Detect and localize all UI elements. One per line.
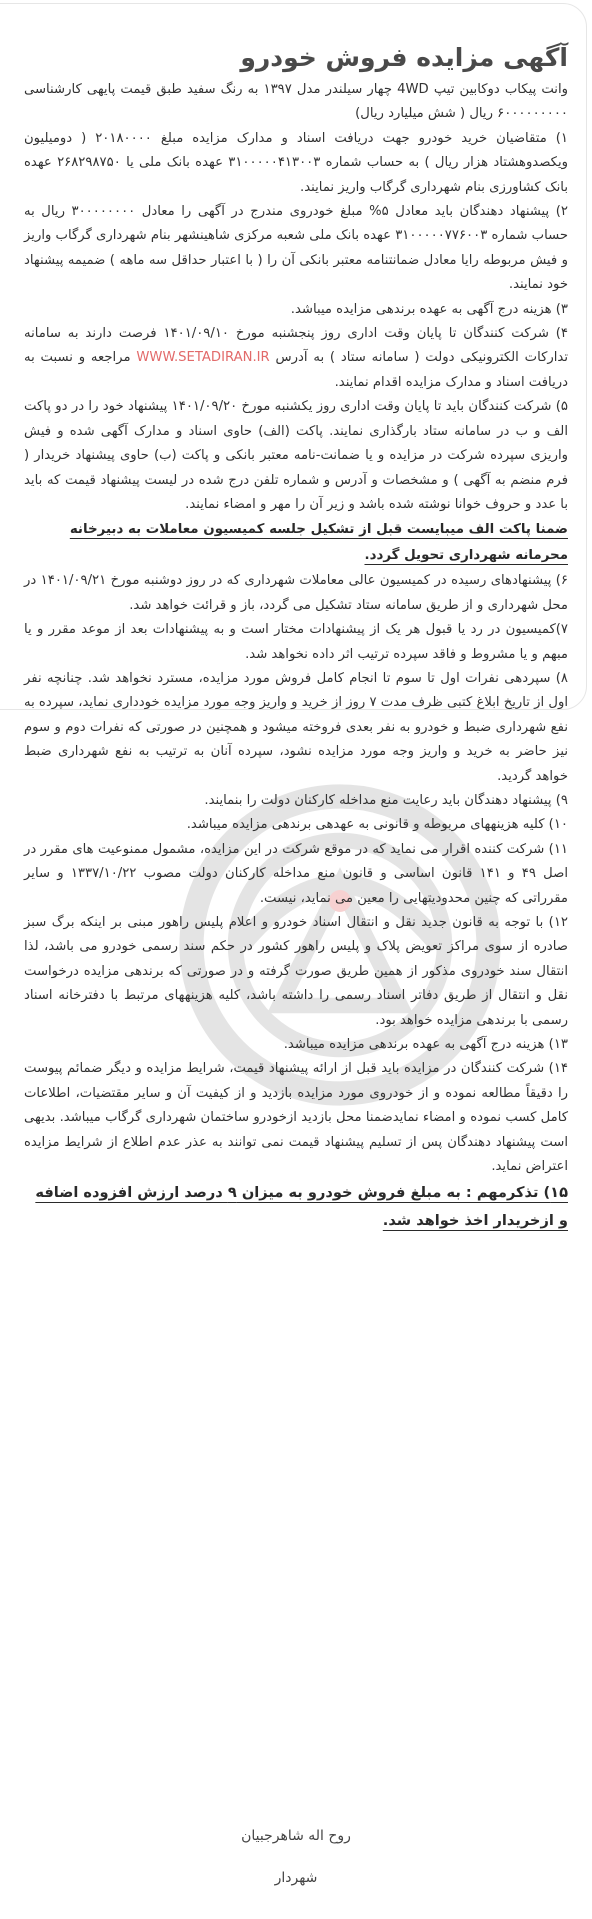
- notice-content: [24, 0, 568, 1235]
- clause-1: ۱) متقاضیان خرید خودرو جهت دریافت اسناد و مدارک مزایده مبلغ ۲۰۱۸۰۰۰۰ ( دومیلیون ویکصدوهشتاد هزار ریال ) به حساب شماره ۳۱۰۰۰۰۰۴۱۳۰۰۳ عهده بانک ملی یا ۲۶۸۲۹۸۷۵۰ عهده بانک کشاورزی بنام شهرداری گرگاب واریز نمایند.: [24, 130, 568, 195]
- clause-8: ۸) سپردهی نفرات اول تا سوم تا انجام کامل فروش مورد مزایده، مسترد نخواهد شد. چنانچه نفر اول از تاریخ ابلاغ کتبی ظرف مدت ۷ روز از خرید و واریز وجه مورد مزایده خودداری نماید، سپرده به نفع شهرداری ضبط و خودرو به نفر بعدی فروخته میشود و همچنین در صورتی که نفرات دوم و سوم نیز حاضر به خرید و واریز وجه مورد مزایده نشود، سپرده آنان به ترتیب به نفع شهرداری ضبط خواهد گردید.: [24, 670, 568, 784]
- notice-title: آگهی مزایده فروش خودرو: [240, 43, 568, 72]
- clause-4: [24, 322, 568, 395]
- clause-14: ۱۴) شرکت کنندگان در مزایده باید قبل از ارائه پیشنهاد قیمت، شرایط مزایده و دیگر ضمائم پیوست را دقیقاً مطالعه نموده و از خودروی مورد مزایده بازدید و از کیفیت آن و سایر مقتضیات، اطلاعات کامل کسب نموده و امضاء نمایدضمنا محل بازدید ازخودرو ساختمان شهرداری گرگاب میباشد. بدیهی است پیشنهاد دهندگان پس از تسلیم پیشنهاد قیمت نمی توانند به عذر عدم اطلاع از شرایط مزایده اعتراض نماید.: [24, 1061, 568, 1175]
- setad-website-link[interactable]: WWW.SETADIRAN.IR: [136, 350, 270, 366]
- signer-role: شهردار: [274, 1870, 318, 1886]
- vehicle-description: وانت پیکاب دوکابین تیپ 4WD چهار سیلندر مدل ۱۳۹۷ به رنگ سفید طبق قیمت پایهی کارشناسی ۶۰۰۰۰۰۰۰۰۰ ریال ( شش میلیارد ریال): [24, 82, 568, 122]
- clause-13: ۱۳) هزینه درج آگهی به عهده برندهی مزایده میباشد.: [283, 1037, 568, 1053]
- clause-10: ۱۰) کلیه هزینههای مربوطه و قانونی به عهدهی برندهی مزایده میباشد.: [186, 817, 568, 833]
- clause-11: ۱۱) شرکت کننده اقرار می نماید که در موقع شرکت در این مزایده، مشمول ممنوعیت های مقرر در اصل ۴۹ و ۱۴۱ قانون اساسی و قانون منع مداخله کارکنان دولت مصوب ۱۳۳۷/۱۰/۲۲ و سایر مقرراتی که چنین محدودیتهایی را معین می نماید، نیست.: [24, 841, 568, 906]
- clause-9: ۹) پیشنهاد دهندگان باید رعایت منع مداخله کارکنان دولت را بنمایند.: [204, 792, 568, 808]
- clause-12: ۱۲) با توجه به قانون جدید نقل و انتقال اسناد خودرو و اعلام پلیس راهور مبنی بر اینکه برگ سبز صادره از سوی مراکز تعویض پلاک و پلیس راهور کشور در حکم سند رسمی خودرو می باشد، لذا انتقال سند خودروی مذکور از همین طریق صورت گرفته و در صورتی که برندهی مزایده درخواست نقل و انتقال از طریق دفاتر اسناد رسمی را داشته باشد، کلیه هزینههای مرتبط با دفترخانه اسناد رسمی با برندهی مزایده خواهد بود.: [24, 915, 568, 1028]
- clause-2: ۲) پیشنهاد دهندگان باید معادل ۵% مبلغ خودروی مندرج در آگهی را معادل ۳۰۰۰۰۰۰۰۰ ریال به حساب شماره ۳۱۰۰۰۰۰۷۷۶۰۰۳ عهده بانک ملی شعبه مرکزی شاهینشهر بنام شهرداری گرگاب واریز و فیش مربوطه رایا معادل ضمانتنامه معتبر بانکی آن را ( با اعتبار حداقل سه ماهه ) ضمیمه پیشنهاد خود نمایند.: [24, 204, 569, 293]
- clause-3: ۳) هزینه درج آگهی به عهده برندهی مزایده میباشد.: [290, 301, 568, 317]
- clause-4-text: ۴) شرکت کنندگان تا پایان وقت اداری روز پنجشنبه مورخ ۱۴۰۱/۰۹/۱۰ فرصت دارند به سامانه تدارکات الکترونیکی دولت ( سامانه ستاد ) به آدرس: [24, 326, 569, 366]
- clause-7: ۷)کمیسیون در رد یا قبول هر یک از پیشنهادات مختار است و به پیشنهادات بعد از موعد مقرر و یا مبهم و یا مشروط و فاقد سپرده ترتیب اثر داده نخواهد شد.: [24, 622, 568, 662]
- signer-name: روح اله شاهرجبیان: [241, 1828, 351, 1844]
- clause-6: ۶) پیشنهادهای رسیده در کمیسیون عالی معاملات شهرداری که در روز دوشنبه مورخ ۱۴۰۱/۰۹/۲۱ در محل شهرداری و از طریق سامانه ستاد تشکیل می گردد، باز و قرائت خواهد شد.: [24, 573, 569, 613]
- clause-4-text-end: مراجعه و نسبت به دریافت اسناد و مدارک مزایده اقدام نمایند.: [24, 350, 568, 390]
- clause-5: ۵) شرکت کنندگان باید تا پایان وقت اداری روز یکشنبه مورخ ۱۴۰۱/۰۹/۲۰ پیشنهاد خود را در دو پاکت الف و ب در سامانه ستاد بارگذاری نمایند. پاکت (الف) حاوی اسناد و مدارک آگهی شده و فیش واریزی سپرده شرکت در مزایده و یا ضمانت-نامه معتبر بانکی و پاکت (ب) حاوی پیشنهاد خریدار ( فرم منضم به آگهی ) و مشخصات و آدرس و شماره تلفن درج شده در لیست پیشنهاد قیمت که باید با عدد و حروف خوانا نوشته شده باشد و زیر آن را مهر و امضاء نمایند.: [24, 399, 568, 512]
- important-note-vat: ۱۵) تذکرمهم : به مبلغ فروش خودرو به میزان ۹ درصد ارزش افزوده اضافه و ازخریدار اخذ خواهد شد.: [35, 1184, 568, 1230]
- important-note-envelope: ضمنا پاکت الف میبایست قبل از تشکیل جلسه کمیسیون معاملات به دبیرخانه محرمانه شهرداری تحویل گردد.: [69, 522, 568, 564]
